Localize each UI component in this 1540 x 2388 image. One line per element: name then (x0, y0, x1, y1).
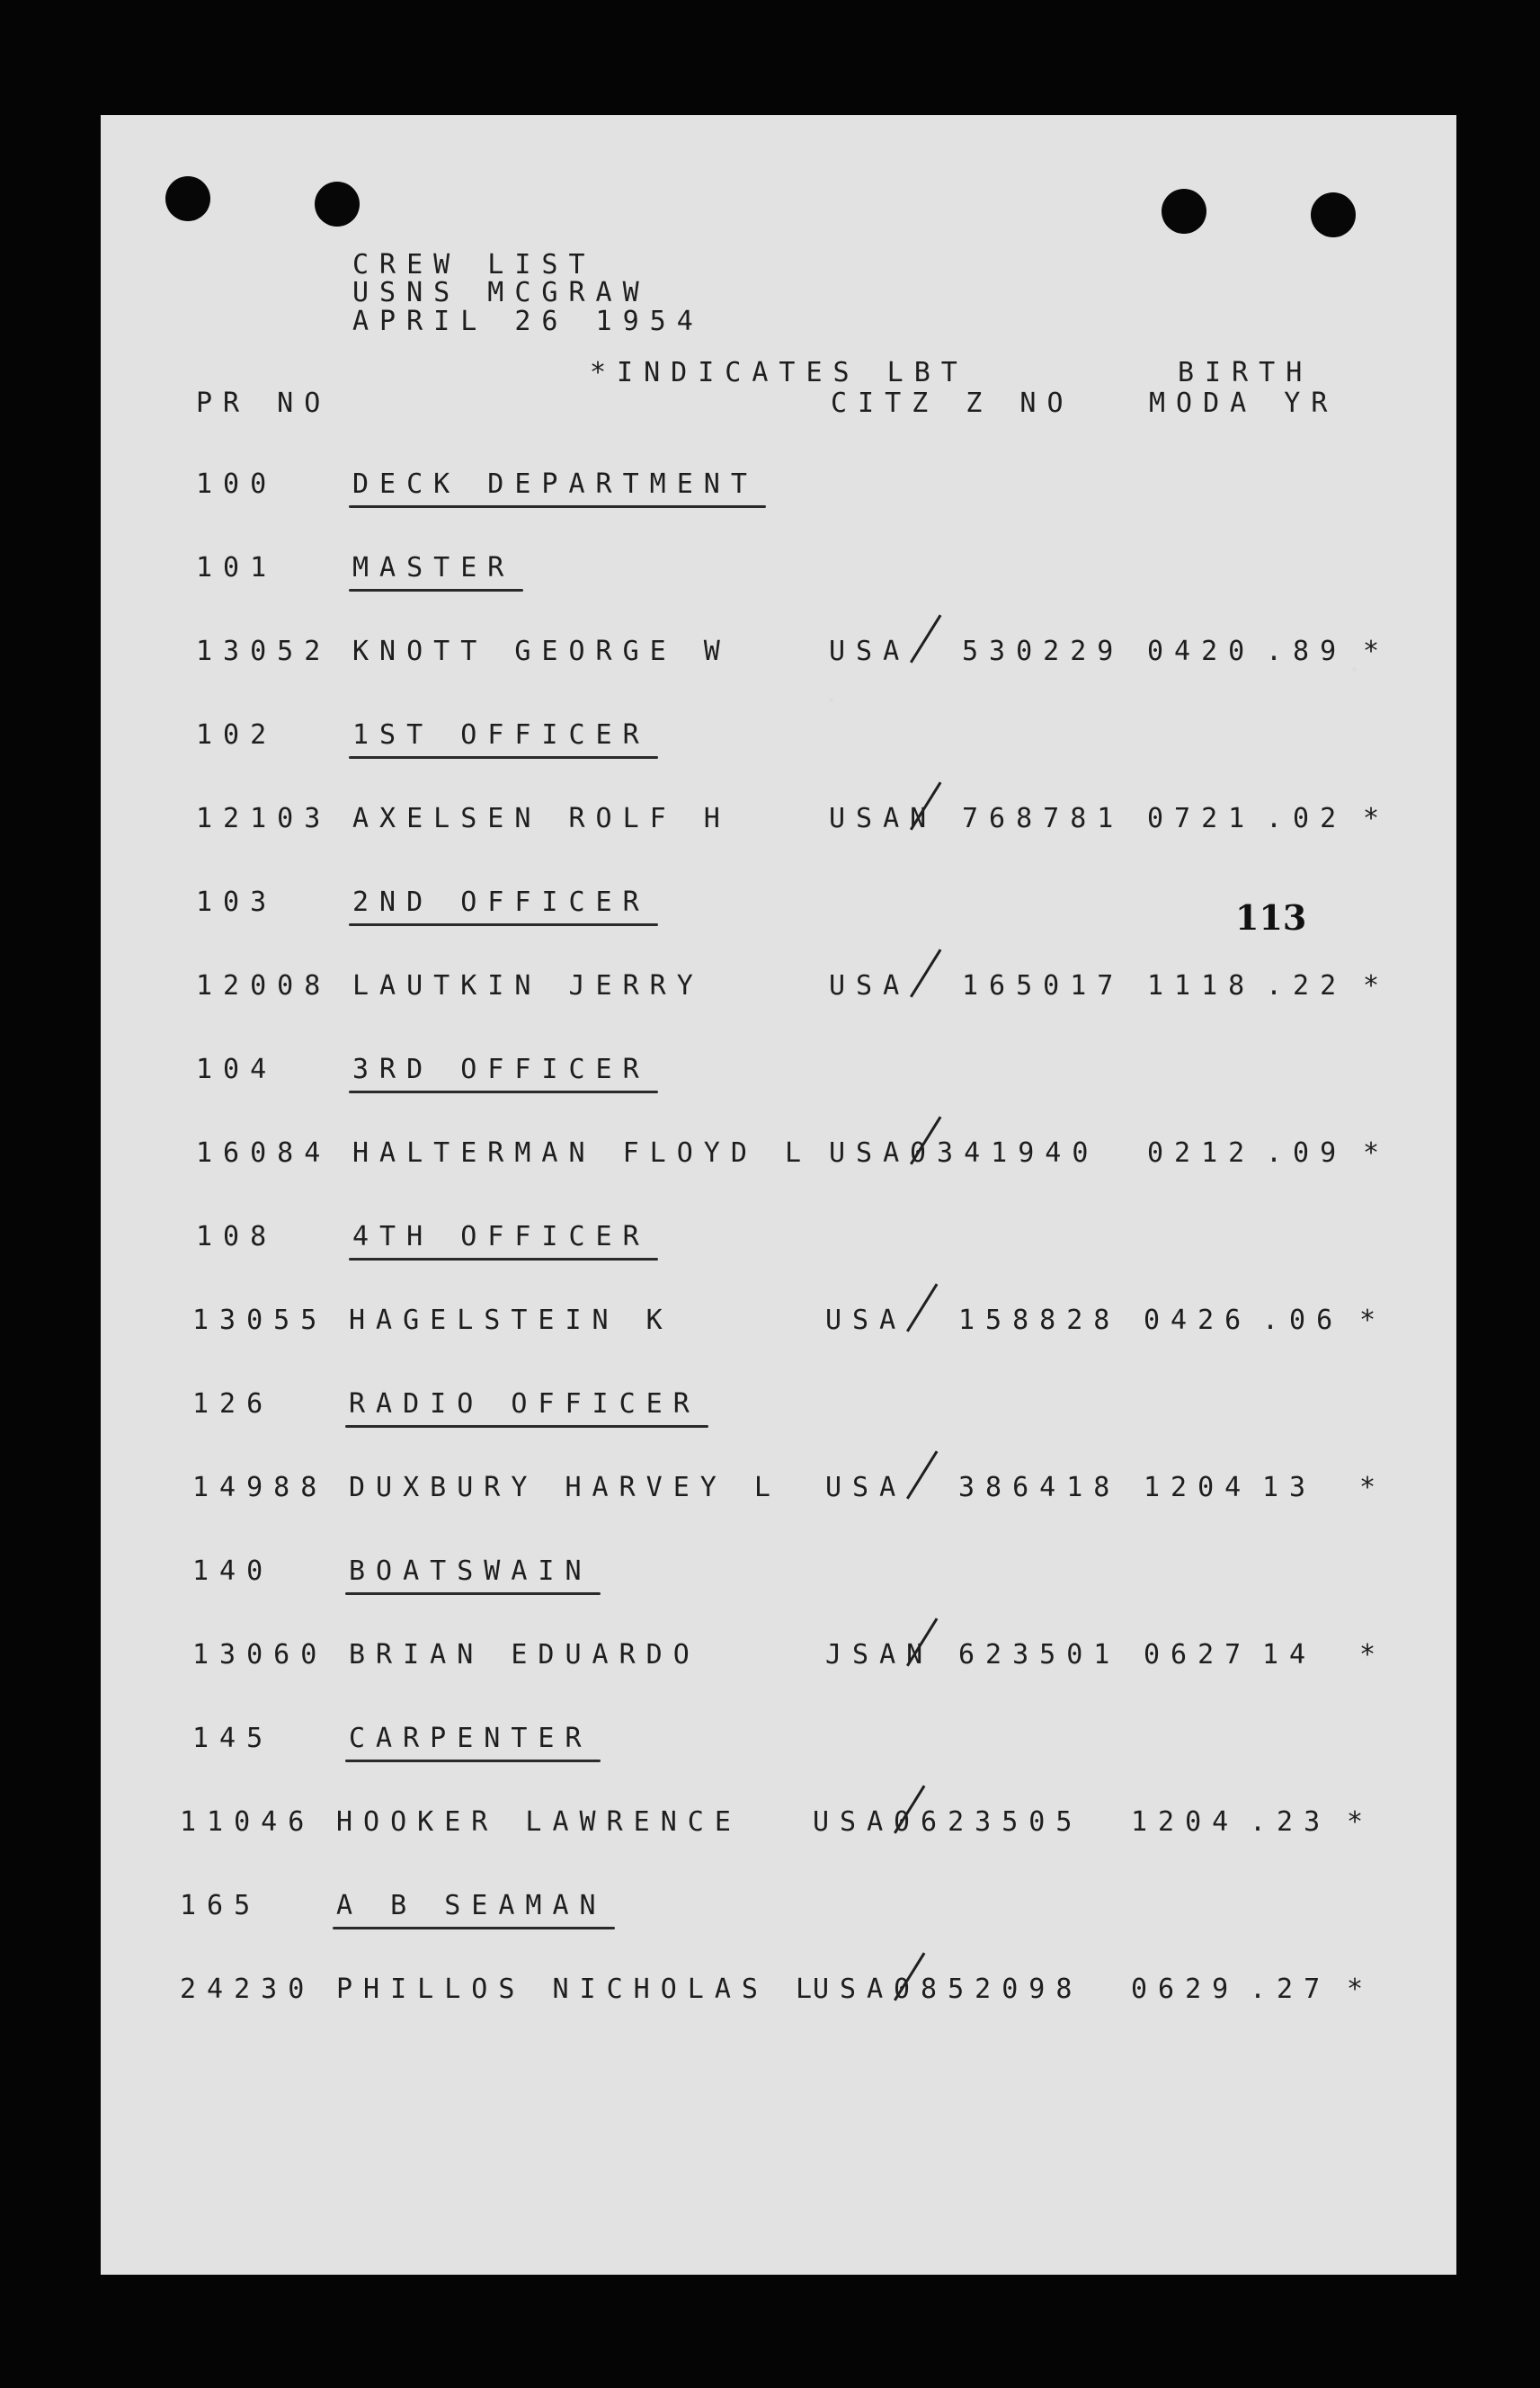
heading-underline (349, 1258, 658, 1261)
dept-heading: DECK DEPARTMENT (352, 468, 758, 500)
z-number: 0852098 (894, 1974, 1083, 2005)
crew-name: HAGELSTEIN K (349, 1305, 673, 1336)
crew-name: DUXBURY HARVEY L (349, 1472, 781, 1503)
crew-name: HOOKER LAWRENCE (336, 1806, 742, 1838)
dept-heading: 3RD OFFICER (352, 1054, 650, 1085)
birth-moda: 1204 (1144, 1472, 1252, 1503)
col-pr-no: PR NO (196, 388, 332, 419)
punch-hole (1311, 192, 1356, 237)
dept-heading: 1ST OFFICER (352, 719, 650, 751)
paper-speck (1352, 667, 1357, 672)
birth-year: .22 (1266, 970, 1348, 1002)
z-number: 623501 (958, 1639, 1121, 1671)
dept-heading: A B SEAMAN (336, 1890, 607, 1921)
heading-underline (349, 589, 523, 592)
check-mark (910, 614, 941, 663)
lbt-mark: * (1363, 636, 1391, 667)
dept-heading: BOATSWAIN (349, 1555, 592, 1587)
citizenship: USA (829, 1137, 911, 1169)
header-title: CREW LIST (352, 249, 596, 281)
dept-code: 102 (196, 719, 278, 751)
birth-year: .09 (1266, 1137, 1348, 1169)
citizenship: USA (813, 1974, 895, 2005)
birth-moda: 1204 (1131, 1806, 1240, 1838)
paper-speck (829, 698, 833, 702)
citizenship: USAN (829, 803, 938, 834)
citizenship: USA (825, 1305, 907, 1336)
check-mark (906, 1450, 938, 1499)
birth-moda: 0420 (1147, 636, 1256, 667)
pr-number: 24230 (180, 1974, 316, 2005)
pr-number: 12008 (196, 970, 332, 1002)
lbt-mark: * (1363, 1137, 1391, 1169)
lbt-mark: * (1347, 1974, 1375, 2005)
z-number: 530229 (962, 636, 1125, 667)
lbt-mark: * (1363, 803, 1391, 834)
heading-underline (349, 1091, 658, 1093)
z-number: 158828 (958, 1305, 1121, 1336)
header-note: *INDICATES LBT (590, 357, 968, 388)
dept-heading: RADIO OFFICER (349, 1388, 700, 1420)
birth-moda: 0212 (1147, 1137, 1256, 1169)
pr-number: 11046 (180, 1806, 316, 1838)
col-moda-yr: MODA YR (1149, 388, 1339, 419)
heading-underline (349, 756, 658, 759)
birth-moda: 0721 (1147, 803, 1256, 834)
citizenship: USA (829, 636, 911, 667)
crew-list-page (101, 115, 1456, 2275)
pr-number: 16084 (196, 1137, 332, 1169)
dept-heading: 4TH OFFICER (352, 1221, 650, 1252)
lbt-mark: * (1359, 1639, 1387, 1671)
lbt-mark: * (1347, 1806, 1375, 1838)
lbt-mark: * (1359, 1305, 1387, 1336)
crew-name: KNOTT GEORGE W (352, 636, 731, 667)
punch-hole (165, 176, 210, 221)
dept-heading: 2ND OFFICER (352, 887, 650, 918)
heading-underline (345, 1592, 601, 1595)
z-number: 165017 (962, 970, 1125, 1002)
header-date: APRIL 26 1954 (352, 306, 704, 337)
birth-year: 13 (1262, 1472, 1317, 1503)
heading-underline (333, 1927, 615, 1929)
z-number: 0623505 (894, 1806, 1083, 1838)
header-ship: USNS MCGRAW (352, 277, 650, 308)
pr-number: 13060 (192, 1639, 328, 1671)
birth-moda: 1118 (1147, 970, 1256, 1002)
pr-number: 13052 (196, 636, 332, 667)
crew-name: AXELSEN ROLF H (352, 803, 731, 834)
heading-underline (349, 505, 766, 508)
birth-moda: 0629 (1131, 1974, 1240, 2005)
birth-year: .89 (1266, 636, 1348, 667)
dept-code: 103 (196, 887, 278, 918)
punch-hole (1162, 189, 1206, 234)
check-mark (910, 949, 941, 997)
dept-code: 140 (192, 1555, 274, 1587)
lbt-mark: * (1363, 970, 1391, 1002)
citizenship: USA (813, 1806, 895, 1838)
citizenship: USA (829, 970, 911, 1002)
birth-year: .23 (1250, 1806, 1331, 1838)
z-number: 768781 (962, 803, 1125, 834)
birth-year: 14 (1262, 1639, 1317, 1671)
page-number: 113 (1235, 897, 1307, 938)
lbt-mark: * (1359, 1472, 1387, 1503)
crew-name: LAUTKIN JERRY (352, 970, 704, 1002)
birth-moda: 0426 (1144, 1305, 1252, 1336)
pr-number: 12103 (196, 803, 332, 834)
crew-name: BRIAN EDUARDO (349, 1639, 700, 1671)
pr-number: 14988 (192, 1472, 328, 1503)
punch-hole (315, 182, 360, 227)
pr-number: 13055 (192, 1305, 328, 1336)
dept-code: 145 (192, 1723, 274, 1754)
birth-year: .06 (1262, 1305, 1344, 1336)
check-mark (906, 1283, 938, 1332)
dept-code: 165 (180, 1890, 262, 1921)
dept-code: 108 (196, 1221, 278, 1252)
citizenship: USA (825, 1472, 907, 1503)
dept-heading: MASTER (352, 552, 515, 584)
dept-code: 101 (196, 552, 278, 584)
dept-code: 126 (192, 1388, 274, 1420)
citizenship: JSAN (825, 1639, 934, 1671)
crew-name: HALTERMAN FLOYD L (352, 1137, 813, 1169)
col-citz-zno: CITZ Z NO (831, 388, 1074, 419)
z-number: 386418 (958, 1472, 1121, 1503)
birth-moda: 0627 (1144, 1639, 1252, 1671)
dept-heading: CARPENTER (349, 1723, 592, 1754)
header-birth: BIRTH (1178, 357, 1313, 388)
heading-underline (349, 923, 658, 926)
heading-underline (345, 1425, 708, 1428)
z-number: 0341940 (910, 1137, 1099, 1169)
dept-code: 100 (196, 468, 278, 500)
heading-underline (345, 1760, 601, 1762)
dept-code: 104 (196, 1054, 278, 1085)
birth-year: .02 (1266, 803, 1348, 834)
crew-name: PHILLOS NICHOLAS L (336, 1974, 823, 2005)
birth-year: .27 (1250, 1974, 1331, 2005)
